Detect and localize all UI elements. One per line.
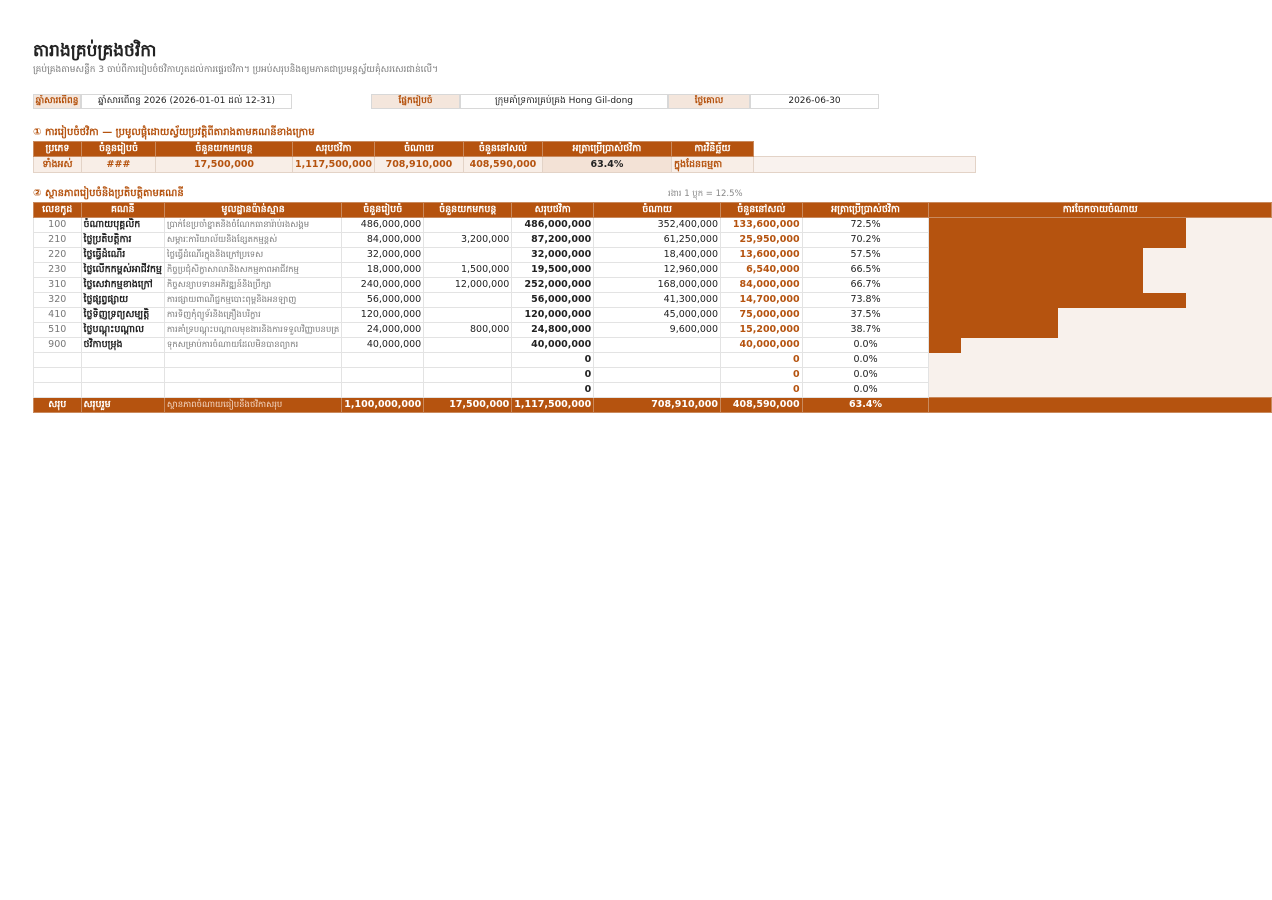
- cell-rate[interactable]: 0.0%: [802, 368, 929, 383]
- cell-total[interactable]: 486,000,000: [512, 218, 594, 233]
- cell-basis[interactable]: ថ្លៃធ្វើដំណើរក្នុងនិងក្រៅប្រទេស: [164, 248, 341, 263]
- summary-blank-cell[interactable]: [753, 157, 975, 173]
- detail-header-account[interactable]: គណនី: [81, 203, 164, 218]
- cell-budget[interactable]: [342, 383, 424, 398]
- cell-rate[interactable]: 0.0%: [802, 353, 929, 368]
- cell-code[interactable]: 100: [34, 218, 82, 233]
- table-row: [34, 233, 1272, 248]
- cell-budget[interactable]: 32,000,000: [342, 248, 424, 263]
- cell-total[interactable]: 252,000,000: [512, 278, 594, 293]
- cell-account[interactable]: ថ្លៃលើកកម្ពស់អាជីវកម្ម: [81, 263, 164, 278]
- cell-carry[interactable]: 800,000: [424, 323, 512, 338]
- cell-total[interactable]: 87,200,000: [512, 233, 594, 248]
- detail-header-budget[interactable]: ចំនួនរៀបចំ: [342, 203, 424, 218]
- cell-rate[interactable]: 0.0%: [802, 383, 929, 398]
- cell-rate[interactable]: 66.7%: [802, 278, 929, 293]
- cell-code[interactable]: 510: [34, 323, 82, 338]
- cell-code[interactable]: [34, 353, 82, 368]
- cell-distribution[interactable]: [929, 353, 1272, 368]
- cell-total[interactable]: 120,000,000: [512, 308, 594, 323]
- cell-expense[interactable]: 45,000,000: [594, 308, 721, 323]
- bar-scale-note: រងារ 1 ប្លុក = 12.5%: [668, 189, 743, 199]
- cell-rate[interactable]: 37.5%: [802, 308, 929, 323]
- cell-expense[interactable]: [594, 353, 721, 368]
- cell-code[interactable]: 310: [34, 278, 82, 293]
- cell-distribution[interactable]: [929, 263, 1272, 278]
- detail-header-expense[interactable]: ចំណាយ: [594, 203, 721, 218]
- cell-carry[interactable]: [424, 218, 512, 233]
- detail-header-rate[interactable]: អត្រាប្រើប្រាស់ថវិកា: [802, 203, 929, 218]
- cell-distribution[interactable]: [929, 338, 1272, 353]
- cell-rate[interactable]: 38.7%: [802, 323, 929, 338]
- cell-total[interactable]: 24,800,000: [512, 323, 594, 338]
- detail-header-row: [34, 203, 1272, 218]
- cell-code[interactable]: 320: [34, 293, 82, 308]
- table-row: [34, 323, 1272, 338]
- cell-budget[interactable]: 240,000,000: [342, 278, 424, 293]
- cell-basis[interactable]: ការផ្សាយពាណិជ្ជកម្មបោះពុម្ពនិងអនឡាញ: [164, 293, 341, 308]
- cell-account[interactable]: ថវិកាបម្រុង: [81, 338, 164, 353]
- usage-bar: [929, 338, 961, 353]
- cell-distribution[interactable]: [929, 383, 1272, 398]
- cell-remaining[interactable]: 40,000,000: [721, 338, 803, 353]
- summary-type-cell[interactable]: ទាំងអស់: [34, 157, 82, 173]
- cell-total[interactable]: 40,000,000: [512, 338, 594, 353]
- detail-header-code[interactable]: លេខកូដ: [34, 203, 82, 218]
- cell-rate[interactable]: 66.5%: [802, 263, 929, 278]
- cell-basis[interactable]: សម្ភារៈការិយាល័យនិងខ្សែតកម្មន្តស់: [164, 233, 341, 248]
- usage-bar: [929, 323, 1057, 338]
- cell-distribution[interactable]: [929, 248, 1272, 263]
- usage-bar: [929, 278, 1143, 293]
- cell-basis[interactable]: ទុកសម្រាប់ការចំណាយដែលមិនបានព្យាករ: [164, 338, 341, 353]
- cell-rate[interactable]: 0.0%: [802, 338, 929, 353]
- summary-value-row: [34, 157, 976, 173]
- summary-judgement-cell[interactable]: ក្នុងដែនធម្មតា: [671, 157, 753, 173]
- cell-basis[interactable]: កិច្ចសន្យាបទានអភិវឌ្ឍន៍និងប្រឹក្សា: [164, 278, 341, 293]
- detail-header-carryover[interactable]: ចំនួនយកមកបន្ត: [424, 203, 512, 218]
- cell-rate[interactable]: 72.5%: [802, 218, 929, 233]
- summary-header-judgement[interactable]: ការវិនិច្ឆ័យ: [671, 142, 753, 157]
- total-expense-cell[interactable]: 708,910,000: [594, 398, 721, 413]
- cell-remaining[interactable]: 6,540,000: [721, 263, 803, 278]
- cell-budget[interactable]: [342, 353, 424, 368]
- cell-distribution[interactable]: [929, 308, 1272, 323]
- cell-expense[interactable]: 18,400,000: [594, 248, 721, 263]
- cell-expense[interactable]: [594, 383, 721, 398]
- cell-account[interactable]: ថ្លៃសេវាកម្មខាងក្រៅ: [81, 278, 164, 293]
- table-row: [34, 248, 1272, 263]
- summary-rate-cell[interactable]: 63.4%: [542, 157, 671, 173]
- cell-carry[interactable]: [424, 368, 512, 383]
- summary-remaining-cell[interactable]: 408,590,000: [463, 157, 542, 173]
- table-row: [34, 353, 1272, 368]
- cell-total[interactable]: 56,000,000: [512, 293, 594, 308]
- cell-remaining[interactable]: 84,000,000: [721, 278, 803, 293]
- usage-bar: [929, 293, 1186, 308]
- cell-basis[interactable]: ប្រាក់ខែប្រចាំខ្នាតនិងចំណែកធានារ៉ាប់រងសង្គម: [164, 218, 341, 233]
- cell-carry[interactable]: 1,500,000: [424, 263, 512, 278]
- cell-remaining[interactable]: 13,600,000: [721, 248, 803, 263]
- summary-header-expense[interactable]: ចំណាយ: [374, 142, 463, 157]
- cell-account[interactable]: ថ្លៃប្រតិបត្តិការ: [81, 233, 164, 248]
- cell-expense[interactable]: 9,600,000: [594, 323, 721, 338]
- fiscal-year-cell[interactable]: ឆ្នាំសារពើពន្ធ 2026 (2026-01-01 ដល់ 12-31): [81, 94, 292, 109]
- cell-expense[interactable]: 41,300,000: [594, 293, 721, 308]
- budget-summary-table: [33, 141, 976, 173]
- cell-expense[interactable]: 61,250,000: [594, 233, 721, 248]
- cell-carry[interactable]: [424, 248, 512, 263]
- cell-account[interactable]: ថ្លៃបណ្តុះបណ្តាល: [81, 323, 164, 338]
- cell-distribution[interactable]: [929, 323, 1272, 338]
- cell-distribution[interactable]: [929, 218, 1272, 233]
- cell-account[interactable]: ថ្លៃទិញទ្រព្យសម្បត្តិ: [81, 308, 164, 323]
- department-label: ផ្នែករៀបចំ: [371, 94, 460, 109]
- cell-carry[interactable]: [424, 293, 512, 308]
- summary-header-remaining[interactable]: ចំនួននៅសល់: [463, 142, 542, 157]
- summary-budget-cell[interactable]: ###: [82, 157, 156, 173]
- cell-distribution[interactable]: [929, 293, 1272, 308]
- cell-remaining[interactable]: 0: [721, 368, 803, 383]
- cell-total[interactable]: 0: [512, 383, 594, 398]
- cell-remaining[interactable]: 25,950,000: [721, 233, 803, 248]
- cell-expense[interactable]: [594, 338, 721, 353]
- cell-account[interactable]: [81, 383, 164, 398]
- usage-bar: [929, 233, 1186, 248]
- summary-header-total[interactable]: សរុបថវិកា: [293, 142, 375, 157]
- cell-budget[interactable]: 486,000,000: [342, 218, 424, 233]
- total-account-cell[interactable]: សរុបរួម: [81, 398, 164, 413]
- table-row: [34, 278, 1272, 293]
- total-code-cell[interactable]: សរុប: [34, 398, 82, 413]
- cell-remaining[interactable]: 0: [721, 383, 803, 398]
- cell-basis[interactable]: ការគាំទ្របណ្តុះបណ្តាលមុខងារនិងការទទួលវិញ្ញាបនបត្រ: [164, 323, 341, 338]
- cell-total[interactable]: 19,500,000: [512, 263, 594, 278]
- detail-body: [34, 218, 1272, 398]
- cell-carry[interactable]: [424, 338, 512, 353]
- cell-code[interactable]: 230: [34, 263, 82, 278]
- cell-distribution[interactable]: [929, 368, 1272, 383]
- cell-rate[interactable]: 70.2%: [802, 233, 929, 248]
- sheet-title: តារាងគ្រប់គ្រងថវិកា: [33, 41, 157, 61]
- table-row: [34, 338, 1272, 353]
- table-row: [34, 308, 1272, 323]
- cell-budget[interactable]: 40,000,000: [342, 338, 424, 353]
- detail-header-remaining[interactable]: ចំនួននៅសល់: [721, 203, 803, 218]
- summary-total-cell[interactable]: 1,117,500,000: [293, 157, 375, 173]
- cell-budget[interactable]: 120,000,000: [342, 308, 424, 323]
- cell-code[interactable]: 900: [34, 338, 82, 353]
- cell-code[interactable]: [34, 368, 82, 383]
- total-remaining-cell[interactable]: 408,590,000: [721, 398, 803, 413]
- cell-distribution[interactable]: [929, 278, 1272, 293]
- cell-code[interactable]: 410: [34, 308, 82, 323]
- detail-header-basis[interactable]: មូលដ្ឋានប៉ាន់ស្មាន: [164, 203, 341, 218]
- detail-header-distribution[interactable]: ការចែកចាយចំណាយ: [929, 203, 1272, 218]
- table-row: [34, 218, 1272, 233]
- cell-basis[interactable]: [164, 368, 341, 383]
- cell-budget[interactable]: 84,000,000: [342, 233, 424, 248]
- usage-bar: [929, 308, 1057, 323]
- summary-carryover-cell[interactable]: 17,500,000: [156, 157, 293, 173]
- table-row: [34, 383, 1272, 398]
- cell-budget[interactable]: 18,000,000: [342, 263, 424, 278]
- cell-account[interactable]: ថ្លៃធ្វើដំណើរ: [81, 248, 164, 263]
- cell-account[interactable]: ថ្លៃផ្សព្វផ្សាយ: [81, 293, 164, 308]
- usage-bar: [929, 248, 1143, 263]
- cell-budget[interactable]: 56,000,000: [342, 293, 424, 308]
- fiscal-year-label: ឆ្នាំសារពើពន្ធ: [33, 94, 81, 109]
- total-carry-cell[interactable]: 17,500,000: [424, 398, 512, 413]
- cell-expense[interactable]: 352,400,000: [594, 218, 721, 233]
- total-total-cell[interactable]: 1,117,500,000: [512, 398, 594, 413]
- summary-header-rate[interactable]: អត្រាប្រើប្រាស់ថវិកា: [542, 142, 671, 157]
- base-date-cell[interactable]: 2026-06-30: [750, 94, 879, 109]
- cell-total[interactable]: 32,000,000: [512, 248, 594, 263]
- account-detail-table: [33, 202, 1272, 413]
- department-cell[interactable]: ក្រុមគាំទ្រការគ្រប់គ្រង Hong Gil-dong: [460, 94, 668, 109]
- cell-carry[interactable]: [424, 353, 512, 368]
- sheet-subtitle: គ្រប់គ្រងតាមសន្លឹក 3 ចាប់ពីការរៀបចំថវិកាហូតដល់ការផ្ទេរថវិកា។ ប្រអប់សរុបនិងឲ្យមភាគជាប្រមន្តស្វ័យគុំសរសេរជាន់លើ។: [33, 65, 439, 75]
- cell-total[interactable]: 0: [512, 353, 594, 368]
- cell-account[interactable]: [81, 368, 164, 383]
- cell-basis[interactable]: កិច្ចប្រជុំសិក្ខាសាលានិងសកម្មភាពអាជីវកម្ម: [164, 263, 341, 278]
- cell-expense[interactable]: 12,960,000: [594, 263, 721, 278]
- detail-header-total[interactable]: សរុបថវិកា: [512, 203, 594, 218]
- total-distribution-cell[interactable]: [929, 398, 1272, 413]
- summary-header-row: [34, 142, 976, 157]
- cell-carry[interactable]: [424, 383, 512, 398]
- cell-code[interactable]: 220: [34, 248, 82, 263]
- cell-basis[interactable]: [164, 353, 341, 368]
- summary-header-type[interactable]: ប្រភេទ: [34, 142, 82, 157]
- base-date-label: ថ្ងៃគោល: [668, 94, 750, 109]
- cell-carry[interactable]: 3,200,000: [424, 233, 512, 248]
- table-row: [34, 263, 1272, 278]
- cell-rate[interactable]: 57.5%: [802, 248, 929, 263]
- cell-remaining[interactable]: 0: [721, 353, 803, 368]
- total-basis-cell[interactable]: ស្ថានភាពចំណាយធៀបនឹងថវិកាសរុប: [164, 398, 341, 413]
- cell-account[interactable]: ចំណាយបុគ្គលិក: [81, 218, 164, 233]
- cell-code[interactable]: [34, 383, 82, 398]
- cell-remaining[interactable]: 133,600,000: [721, 218, 803, 233]
- cell-carry[interactable]: [424, 308, 512, 323]
- summary-expense-cell[interactable]: 708,910,000: [374, 157, 463, 173]
- total-rate-cell[interactable]: 63.4%: [802, 398, 929, 413]
- cell-remaining[interactable]: 75,000,000: [721, 308, 803, 323]
- cell-budget[interactable]: [342, 368, 424, 383]
- usage-bar: [929, 218, 1186, 233]
- section2-title: ② ស្ថានភាពរៀបចំនិងប្រតិបត្តិតាមគណនី: [33, 188, 184, 199]
- cell-total[interactable]: 0: [512, 368, 594, 383]
- summary-header-carryover[interactable]: ចំនួនយកមកបន្ត: [156, 142, 293, 157]
- cell-carry[interactable]: 12,000,000: [424, 278, 512, 293]
- cell-budget[interactable]: 24,000,000: [342, 323, 424, 338]
- cell-basis[interactable]: [164, 383, 341, 398]
- cell-expense[interactable]: 168,000,000: [594, 278, 721, 293]
- total-budget-cell[interactable]: 1,100,000,000: [342, 398, 424, 413]
- cell-code[interactable]: 210: [34, 233, 82, 248]
- summary-header-blank: [753, 142, 975, 157]
- cell-basis[interactable]: ការទិញកុំព្យូទ័រនិងគ្រឿងបរិក្ខារ: [164, 308, 341, 323]
- summary-header-budget[interactable]: ចំនួនរៀបចំ: [82, 142, 156, 157]
- cell-rate[interactable]: 73.8%: [802, 293, 929, 308]
- cell-expense[interactable]: [594, 368, 721, 383]
- detail-total-row: [34, 398, 1272, 413]
- usage-bar: [929, 263, 1143, 278]
- cell-account[interactable]: [81, 353, 164, 368]
- cell-remaining[interactable]: 14,700,000: [721, 293, 803, 308]
- cell-remaining[interactable]: 15,200,000: [721, 323, 803, 338]
- cell-distribution[interactable]: [929, 233, 1272, 248]
- table-row: [34, 368, 1272, 383]
- table-row: [34, 293, 1272, 308]
- section1-title: ① ការរៀបចំថវិកា — ប្រមូលផ្តុំដោយស្វ័យប្រវត្តិពីតារាងតាមគណនីខាងក្រោម: [33, 127, 315, 138]
